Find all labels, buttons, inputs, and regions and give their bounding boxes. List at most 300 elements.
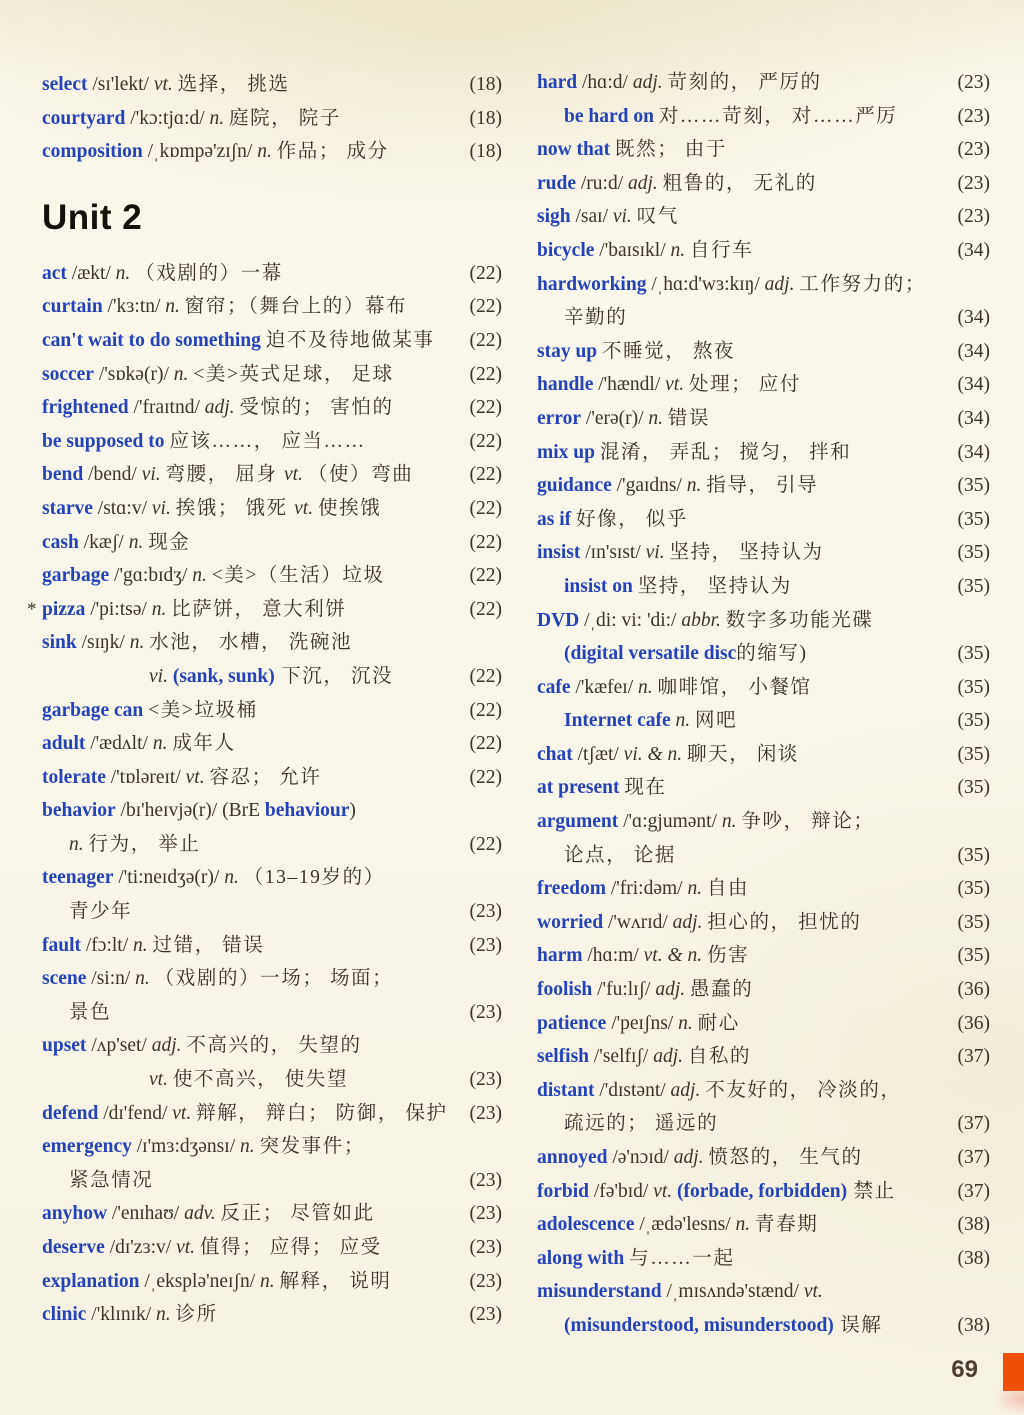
headword: frightened [42,397,129,419]
entry-text [42,492,381,526]
entry-row [537,167,990,201]
definition-zh: 的缩写 [736,643,800,665]
spacer [42,169,502,195]
entry-row [537,436,990,470]
part-of-speech: n. [687,878,707,900]
entry-row [537,402,990,436]
headword: select [42,74,88,95]
entry-text [537,1208,818,1242]
headword: fault [42,934,81,956]
page-ref: (34) [957,407,990,429]
headword: hard [537,72,578,93]
definition-zh: 挨饿； 饿死 [175,497,295,519]
page-ref: (22) [469,397,502,419]
entry-row [537,570,990,604]
entry-text [537,939,749,973]
entry-row [42,290,502,324]
page-ref: (22) [469,766,502,788]
entry-row [537,1275,990,1309]
headword: clinic [42,1304,87,1326]
entry-row [537,1242,990,1276]
definition-zh: 值得； 应得； 应受 [199,1237,382,1258]
definition-zh: 粗鲁的， 无礼的 [662,172,817,194]
phonetic: /'gaɪdns/ [611,475,687,497]
page-ref: (38) [957,1214,990,1236]
entry-text [42,593,346,627]
part-of-speech: vt. [294,497,318,519]
definition-zh: 景色 [69,1001,112,1023]
entry-row [537,637,990,671]
definition-zh: 论点， 论据 [564,844,676,866]
entry-row [42,626,502,660]
phonetic: /dɪ'zɜ:v/ [104,1237,177,1258]
part-of-speech: adj. [628,172,663,194]
entry-text [537,1275,823,1309]
phonetic: /ˌdi: vi: 'di:/ [579,609,682,631]
part-of-speech: n. [209,107,230,129]
headword: foolish [537,979,593,1001]
page-ref: (22) [469,665,502,687]
definition-zh: 争吵， 辩论； [741,811,875,833]
phonetic: /'ædʌlt/ [85,733,153,755]
part-of-speech: vi. [645,542,670,564]
entry-row [537,906,990,940]
phonetic: /'ti:neɪdʒə(r)/ [113,867,225,889]
entry-row [537,872,990,906]
part-of-speech: n. [721,811,742,833]
part-of-speech: n. [192,565,212,587]
phonetic: /stɑ:v/ [92,497,152,519]
headword: chat [537,743,573,765]
phonetic: /ɪn'sɪst/ [580,542,646,564]
headword: cash [42,531,79,553]
page-ref: (18) [469,107,502,129]
part-of-speech: n. [670,239,691,261]
entry-row [42,794,502,828]
headword: at present [537,777,625,799]
entry-text [537,1242,735,1276]
headword: stay up [537,340,603,362]
phonetic: /si:n/ [86,968,136,990]
definition-zh: 误解 [833,1314,883,1336]
phonetic: /ˌeksplə'neɪʃn/ [139,1270,261,1292]
headword: DVD [537,609,580,631]
phonetic: /'pi:tsə/ [85,598,152,620]
entry-text [42,861,385,895]
definition-zh: 成年人 [172,733,236,755]
entry-text [537,536,824,570]
phonetic: /'baɪsɪkl/ [594,239,671,261]
definition-zh: <美>英式足球， 足球 [193,363,394,385]
definition-zh: 辩解， 辩白； 防御， 保护 [196,1102,448,1124]
entry-row [42,102,502,136]
part-of-speech: vi. [612,206,637,228]
definition-zh: （使）弯曲 [307,464,414,486]
part-of-speech: n. [260,1270,280,1292]
headword: bend [42,464,84,486]
headword: (sank, sunk) [172,665,275,687]
definition-zh: 咖啡馆， 小餐馆 [657,676,812,698]
page-ref: (35) [957,575,990,597]
entry-row [537,268,990,302]
page-ref: (22) [469,833,502,855]
part-of-speech: n. [151,598,172,620]
part-of-speech: n. [678,1012,698,1034]
definition-zh: 现金 [148,531,191,553]
phonetic: /'klɪnɪk/ [86,1304,157,1326]
headword: tolerate [42,766,106,788]
headword: be hard on [564,105,659,127]
entry-text [564,839,676,873]
entry-text [537,872,749,906]
definition-zh: 坚持， 坚持认为 [669,542,824,564]
entry-row [537,503,990,537]
text: ) [349,800,356,822]
entry-row [42,660,502,694]
part-of-speech: vi. & n. [623,743,688,765]
definition-zh: 水池， 水槽， 洗碗池 [149,632,353,654]
phonetic: /'kæfeɪ/ [570,676,638,698]
phonetic: /ɪ'mɜ:dʒənsɪ/ [131,1136,240,1158]
headword: anyhow [42,1203,108,1225]
entry-row [42,1197,502,1231]
entry-text [537,436,851,470]
page-ref: (22) [469,464,502,486]
definition-zh: 数字多功能光碟 [725,609,874,631]
definition-zh: 使不高兴， 使失望 [172,1069,349,1091]
headword: forbid [537,1180,590,1202]
page-ref: (22) [469,296,502,318]
entry-row [537,1309,990,1343]
definition-zh: 使挨饿 [317,497,382,519]
part-of-speech: vi. [149,665,173,687]
part-of-speech: n. [224,867,244,889]
part-of-speech: n. [133,934,153,956]
entry-text [42,290,407,324]
page-ref: (35) [957,777,990,799]
phonetic: /hɑ:d/ [577,72,633,93]
entry-text [537,200,679,234]
definition-zh: 选择， 挑选 [177,74,290,95]
entry-text [564,570,792,604]
page-ref: (22) [469,329,502,351]
entry-row [537,671,990,705]
entry-text [42,929,264,963]
definition-zh: （戏剧的）一幕 [135,262,283,284]
part-of-speech: n. [173,363,194,385]
entry-text [564,1309,882,1343]
page-number: 69 [951,1356,978,1383]
page-ref: (23) [469,1237,502,1258]
part-of-speech: vi. [141,464,166,486]
entry-text [537,469,818,503]
definition-zh: <美>（生活）垃圾 [211,565,385,587]
phonetic: /'tɒləreɪt/ [105,766,186,788]
definition-zh: 弯腰， 屈身 [165,464,284,486]
headword: now that [537,139,616,161]
part-of-speech: n. [686,475,707,497]
part-of-speech: vt. [172,1102,197,1124]
headword: misunderstand [537,1281,662,1303]
entry-row [42,358,502,392]
entry-row [537,1175,990,1209]
part-of-speech: n. [675,710,696,732]
definition-zh: 迫不及待地做某事 [265,329,435,351]
entry-text [69,828,200,862]
page-ref: (18) [469,141,502,163]
entry-row [42,694,502,728]
headword: (misunderstood, misunderstood) [564,1314,834,1336]
phonetic: /tʃæt/ [572,743,624,765]
page-ref: (22) [469,598,502,620]
entry-text [537,1007,740,1041]
entry-text [537,1175,896,1209]
phonetic: /fɔ:lt/ [81,934,133,956]
entry-text [42,727,236,761]
definition-zh: 苛刻的， 严厉的 [667,72,822,93]
entry-row [42,761,502,795]
definition-zh: 诊所 [175,1304,218,1326]
entry-row [42,1063,502,1097]
phonetic: /'peɪʃns/ [606,1012,679,1034]
headword: scene [42,968,87,990]
phonetic: /'selfɪʃ/ [589,1046,654,1068]
part-of-speech: n. [156,1304,176,1326]
entry-row [537,234,990,268]
definition-zh: 作品； 成分 [276,141,389,163]
entry-row [537,1208,990,1242]
page-ref: (22) [469,531,502,553]
entry-row [42,425,502,459]
entry-row [42,828,502,862]
part-of-speech: n. [128,531,149,553]
headword: emergency [42,1136,132,1158]
headword: (digital versatile disc [564,643,737,665]
entry-text [564,1107,718,1141]
definition-zh: 混淆， 弄乱； 搅匀， 拌和 [599,441,852,463]
entry-text [42,1265,392,1299]
part-of-speech: n. [69,833,89,855]
phonetic: /'kɜ:tn/ [102,296,166,318]
part-of-speech: vt. [653,1180,678,1202]
definition-zh: 行为， 举止 [88,833,201,855]
entry-row [42,135,502,169]
definition-zh: 处理； 应付 [688,374,801,396]
entry-row [42,1298,502,1332]
page-ref: (38) [957,1247,990,1269]
part-of-speech: adj. [632,72,668,93]
entry-row [537,301,990,335]
entry-text [42,1097,448,1131]
headword: hardworking [537,273,647,295]
headword: upset [42,1035,87,1057]
entry-text [42,1029,362,1063]
page-ref: (22) [469,733,502,755]
entry-row [42,1029,502,1063]
entry-row [537,335,990,369]
headword: insist [537,542,581,564]
headword: argument [537,811,619,833]
page-ref: (23) [469,1304,502,1326]
page-ref: (22) [469,497,502,519]
part-of-speech: adj. [764,273,800,295]
definition-zh: （戏剧的）一场； 场面； [154,968,394,990]
entry-text [537,671,812,705]
page-ref: (22) [469,565,502,587]
headword: annoyed [537,1147,608,1168]
entry-text [42,391,394,425]
page-ref: (23) [469,1270,502,1292]
part-of-speech: n. [257,141,277,163]
page-ref: (23) [469,901,502,923]
entry-text [537,368,801,402]
headword: (forbade, forbidden) [677,1180,848,1202]
definition-zh: 疏远的； 遥远的 [564,1113,719,1135]
entry-text [42,102,341,136]
page-ref: (23) [957,105,990,127]
headword: handle [537,374,594,396]
headword: patience [537,1012,607,1034]
page-ref: (35) [957,676,990,698]
phonetic: /'hændl/ [593,374,666,396]
entry-text [537,268,926,302]
definition-zh: 比萨饼， 意大利饼 [171,598,347,620]
entry-text [564,100,897,134]
part-of-speech: adj. [653,1046,688,1068]
entry-text [42,694,258,728]
definition-zh: 辛勤的 [564,307,628,329]
headword: rude [537,172,576,194]
page-ref: (34) [957,239,990,261]
page-ref: (34) [957,340,990,362]
entry-text [537,771,667,805]
page-ref: (22) [469,363,502,385]
definition-zh: 坚持， 坚持认为 [637,575,792,597]
page-ref: (23) [469,1102,502,1124]
page-ref: (23) [469,1001,502,1023]
entry-row [537,805,990,839]
part-of-speech: vi. [151,497,176,519]
entry-row [42,996,502,1030]
entry-row [537,604,990,638]
entry-text [42,526,190,560]
entry-text [537,402,710,436]
part-of-speech: vt. [153,74,178,95]
part-of-speech: n. [152,733,173,755]
page-ref: (34) [957,441,990,463]
page-ref: (22) [469,430,502,452]
headword: defend [42,1102,99,1124]
page-ref: (35) [957,542,990,564]
entry-text [42,68,290,102]
page-ref: (36) [957,1012,990,1034]
entry-text [42,794,356,828]
entry-text [42,1197,375,1231]
definition-zh: 不友好的， 冷淡的， [705,1079,902,1101]
entry-row [537,66,990,100]
entry-row [42,257,502,291]
entry-text [42,257,283,291]
headword: sigh [537,206,571,228]
phonetic: /kæʃ/ [78,531,129,553]
page-ref: (18) [469,74,502,95]
entry-row [537,1141,990,1175]
headword: freedom [537,878,606,900]
headword: adolescence [537,1214,635,1236]
part-of-speech: vt. [176,1237,200,1258]
part-of-speech: vt. [665,374,689,396]
headword: behaviour [264,800,350,822]
page-ref: (34) [957,307,990,329]
part-of-speech: vt. [283,464,308,486]
entry-row [42,861,502,895]
phonetic: /ru:d/ [576,172,628,194]
page-edge-smudge [994,1388,1024,1415]
entry-row [27,593,502,627]
part-of-speech: vt. [185,766,210,788]
definition-zh: 解释， 说明 [279,1270,392,1292]
entry-row [42,458,502,492]
entry-text [537,66,822,100]
part-of-speech: n. [165,296,185,318]
text: ) [799,643,807,665]
phonetic: /'kɔ:tjɑ:d/ [125,107,210,129]
definition-zh: 紧急情况 [69,1169,154,1191]
glossary-column-right [537,66,990,1343]
definition-zh: 工作努力的； [799,273,926,295]
definition-zh: 自由 [706,878,750,900]
headword: curtain [42,296,103,318]
entry-row [537,973,990,1007]
headword: harm [537,945,583,967]
definition-zh: 下沉， 沉没 [274,665,394,687]
phonetic: /'enɪhaʊ/ [107,1203,185,1225]
entry-text [537,335,735,369]
definition-zh: 容忍； 允许 [209,766,322,788]
entry-row [42,1231,502,1265]
phonetic: /bend/ [83,464,142,486]
part-of-speech: abbr. [681,609,726,631]
phonetic: /dɪ'fend/ [98,1102,173,1124]
entry-text [564,704,737,738]
entry-text [537,1040,751,1074]
part-of-speech: adv. [184,1203,221,1225]
headword: mix up [537,441,600,463]
phonetic: /'gɑ:bɪdʒ/ [109,565,193,587]
part-of-speech: n. [648,407,668,429]
entry-row [42,1097,502,1131]
headword: bicycle [537,239,595,261]
headword: worried [537,911,604,933]
phonetic: /'fri:dəm/ [605,878,688,900]
phonetic: /saɪ/ [570,206,613,228]
definition-zh: <美>垃圾桶 [148,699,258,721]
entry-row [42,1130,502,1164]
entry-row [537,738,990,772]
page-ref: (23) [957,172,990,194]
headword: starve [42,497,93,519]
entry-text [42,458,413,492]
entry-text [42,761,321,795]
headword: garbage [42,565,110,587]
definition-zh: 既然； 由于 [615,139,727,161]
entry-row [42,727,502,761]
entry-text [69,996,111,1030]
entry-row [42,526,502,560]
phonetic: /'fu:lɪʃ/ [592,979,656,1001]
entry-row [42,1164,502,1198]
definition-zh: 反正； 尽管如此 [220,1203,375,1225]
